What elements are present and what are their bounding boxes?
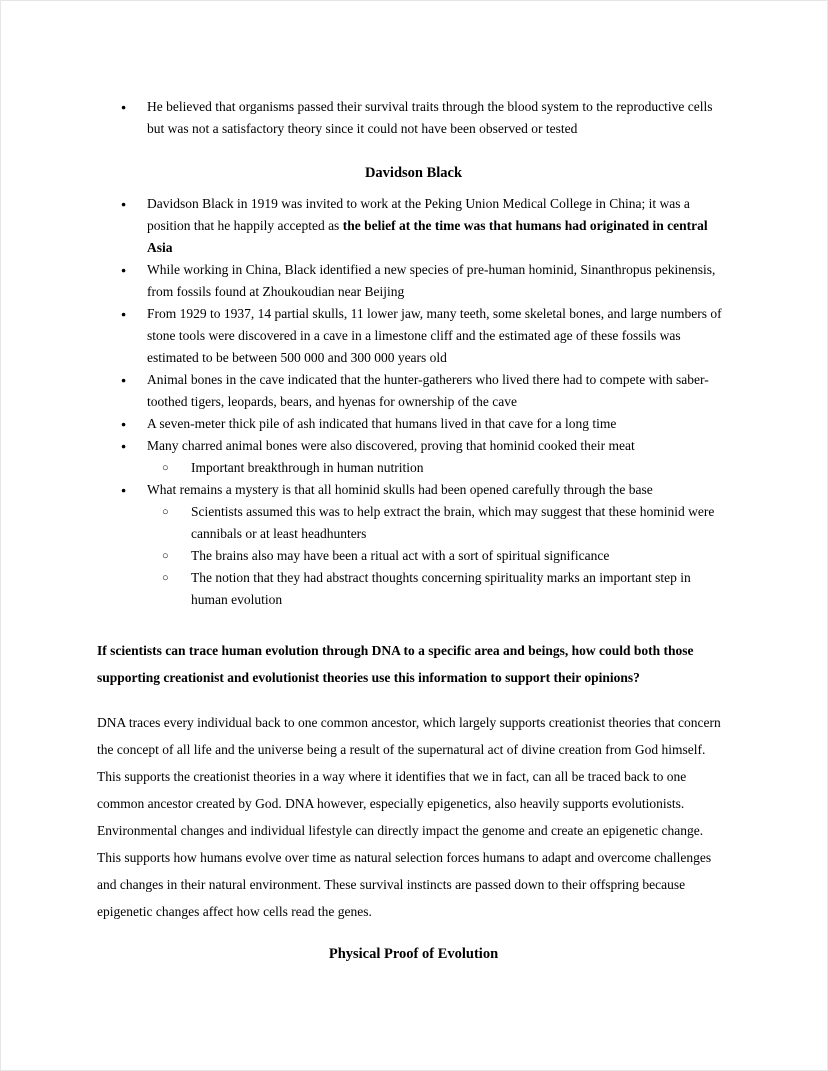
sub-bullet-list	[147, 457, 730, 479]
bullet-text-bold: the belief at the time was that humans had originated in central Asia	[147, 218, 708, 255]
sub-bullet-text: Scientists assumed this was to help extract the brain, which may suggest that these hominid were cannibals or at least headhunters	[191, 504, 715, 541]
answer-paragraph: DNA traces every individual back to one common ancestor, which largely supports creationist theories that concern the concept of all life and the universe being a result of the supernatural act of divine creation from God himself. This supports the creationist theories in a way where it identifies that we in fact, can all be traced back to one common ancestor created by God. DNA however, especially epigenetics, also heavily supports evolutionists. Environmental changes and individual lifestyle can directly impact the genome and create an epigenetic change. This supports how humans evolve over time as natural selection forces humans to adapt and overcome challenges and changes in their natural environment. These survival instincts are passed down to their offspring because epigenetic changes affect how cells read the genes.	[97, 715, 721, 919]
intro-bullet-list	[97, 96, 730, 140]
sub-list-item	[147, 501, 730, 545]
sub-list-item	[147, 567, 730, 611]
bullet-text: A seven-meter thick pile of ash indicated that humans lived in that cave for a long time	[147, 416, 617, 431]
sub-bullet-list	[147, 501, 730, 611]
bullet-text: Animal bones in the cave indicated that the hunter-gatherers who lived there had to compete with saber-toothed tigers, leopards, bears, and hyenas for ownership of the cave	[147, 372, 709, 409]
list-item	[97, 193, 730, 259]
list-item	[97, 479, 730, 611]
section-heading-davidson-black: Davidson Black	[364, 165, 463, 181]
sub-bullet-text: The brains also may have been a ritual act with a sort of spiritual significance	[191, 548, 610, 563]
bullet-text: From 1929 to 1937, 14 partial skulls, 11 lower jaw, many teeth, some skeletal bones, and large numbers of stone tools were discovered in a cave in a limestone cliff and the estimated age of these fossils was estimated to be between 500 000 and 300 000 years old	[147, 306, 722, 365]
bullet-text: Davidson Black in 1919 was invited to work at the Peking Union Medical College in China; it was a position that he happily accepted as	[147, 196, 690, 233]
bullet-text: What remains a mystery is that all hominid skulls had been opened carefully through the base	[147, 482, 653, 497]
bullet-text: While working in China, Black identified a new species of pre-human hominid, Sinanthropus pekinensis, from fossils found at Zhoukoudian near Beijing	[147, 262, 716, 299]
bullet-text: He believed that organisms passed their survival traits through the blood system to the reproductive cells but was not a satisfactory theory since it could not have been observed or tested	[147, 99, 713, 136]
sub-list-item	[147, 457, 730, 479]
list-item	[97, 369, 730, 413]
list-item	[97, 259, 730, 303]
list-item	[97, 435, 730, 479]
list-item	[97, 96, 730, 140]
list-item	[97, 413, 730, 435]
question-paragraph: If scientists can trace human evolution through DNA to a specific area and beings, how could both those supporting creationist and evolutionist theories use this information to support their opinions?	[97, 643, 694, 685]
sub-list-item	[147, 545, 730, 567]
bullet-text: Many charred animal bones were also discovered, proving that hominid cooked their meat	[147, 438, 635, 453]
section-heading-physical-proof: Physical Proof of Evolution	[328, 946, 499, 962]
sub-bullet-text: Important breakthrough in human nutrition	[191, 460, 424, 475]
sub-bullet-text: The notion that they had abstract thoughts concerning spirituality marks an important step in human evolution	[191, 570, 691, 607]
list-item	[97, 303, 730, 369]
davidson-bullet-list	[97, 193, 730, 611]
